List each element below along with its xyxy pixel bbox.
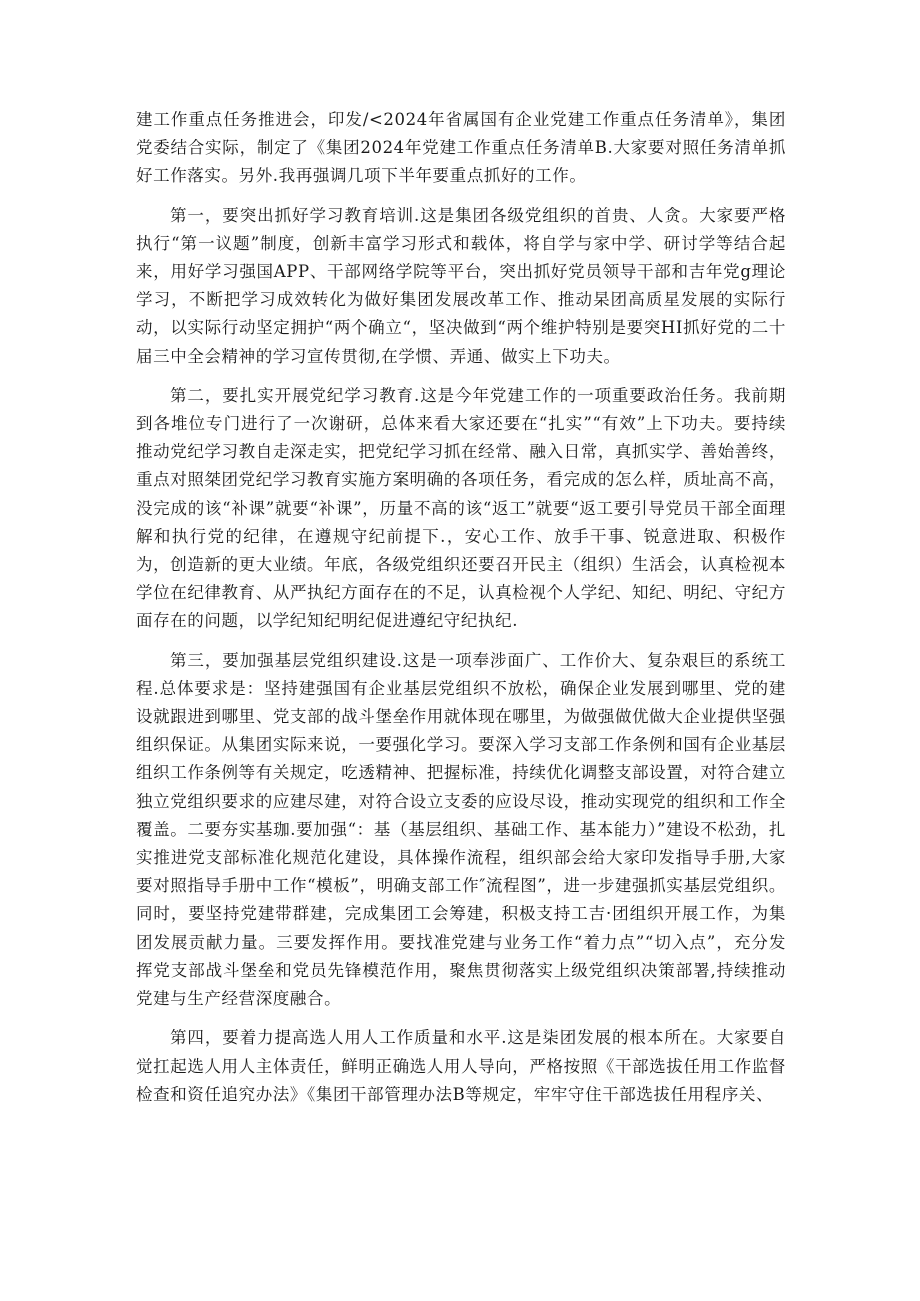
document-body [136,106,786,1120]
paragraph-intro: 建工作重点任务推进会，印发/<2024年省属国有企业党建工作重点任务清单》，集团党委结合实际，制定了《集团2024年党建工作重点任务清单B.大家要对照任务清单抓好工作落实。另外.我再强调几项下半年要重点抓好的工作。 [136,110,786,186]
paragraph-second-point: 第二，要扎实开展党纪学习教育.这是今年党建工作的一项重要政治任务。我前期到各堆位专门进行了一次谢研，总体来看大家还要在“扎实”“有效”上下功夫。要持续推动党纪学习教自走深走实，把党纪学习抓在经常、融入日常，真抓实学、善始善终，重点对照桀团党纪学习教育实施方案明确的各项任务，看完成的怎么样，质址高不高，没完成的该“补课”就要“补课”，历量不高的该“返工”就要“返工要引导党员干部全面理解和执行党的纪律，在遵规守纪前提下.，安心工作、放手干事、锐意进取、积极作为，创造新的更大业绩。年底，各级党组织还要召开民主（组织）生活会，认真检视本学位在纪律教育、从严执纪方面存在的不足，认真检视个人学纪、知纪、明纪、守纪方面存在的问题，以学纪知纪明纪促进遵纪守纪执纪. [136,385,786,631]
paragraph-first-point: 第一，要突出抓好学习教育培训.这是集团各级党组织的首贵、人贪。大家要严格执行“第一议题”制度，创新丰富学习形式和载体，将自学与家中学、研讨学等结合起来，用好学习强国APP、干部网络学院等平台，突出抓好党员领导干部和吉年党g理论学习，不断把学习成效转化为做好集团发展改革工作、推动杲团高质星发展的实际行动，以实际行动坚定拥护“两个确立“，坚决做到“两个维护特别是要突HI抓好党的二十届三中全会精神的学习宣传贯彻,在学惯、弄通、做实上下功夫。 [136,205,786,366]
paragraph-third-point: 第三，要加强基层党组织建设.这是一项奉涉面广、工作价大、复杂艰巨的系统工程.总体要求是：坚持建强国有企业基层党组织不放松，确保企业发展到哪里、党的建设就跟进到哪里、党支部的战斗堡垒作用就体现在哪里，为做强做优做大企业提供坚强组织保证。从集团实际来说，一要强化学习。要深入学习支部工作条例和国有企业基层组织工作条例等有关规定，吃透精神、把握标准，持续优化调整支部设置，对符合建立独立党组织要求的应建尽建，对符合设立支委的应设尽设，推动实现党的组织和工作全覆盖。二要夯实基珈.要加强“：基（基层组织、基础工作、基本能力）”建设不松劲，扎实推进党支部标准化规范化建设，具体操作流程，组织部会给大家印发指导手册,大家要对照指导手册中工作“模板”，明确支部工作″流程图”，进一步建强抓实基层党组织。同时，要坚持党建带群建，完成集团工会筹建，积极支持工吉·团组织开展工作，为集团发展贡献力量。三要发挥作用。要找准党建与业务工作“着力点”“切入点”，充分发挥党支部战斗堡垒和党员先锋模范作用，聚焦贯彻落实上级党组织决策部署,持续推动党建与生产经营深度融合。 [136,650,786,1009]
paragraph-fourth-point: 第四，要着力提高选人用人工作质量和水平.这是柒团发展的根本所在。大家要自觉扛起选人用人主体责任，鲜明正确选人用人导向，严格按照《干部选拔任用工作监督检查和资任追究办法》《集团干部管理办法B等规定，牢牢守住干部选拔任用程序关、 [136,1028,786,1104]
